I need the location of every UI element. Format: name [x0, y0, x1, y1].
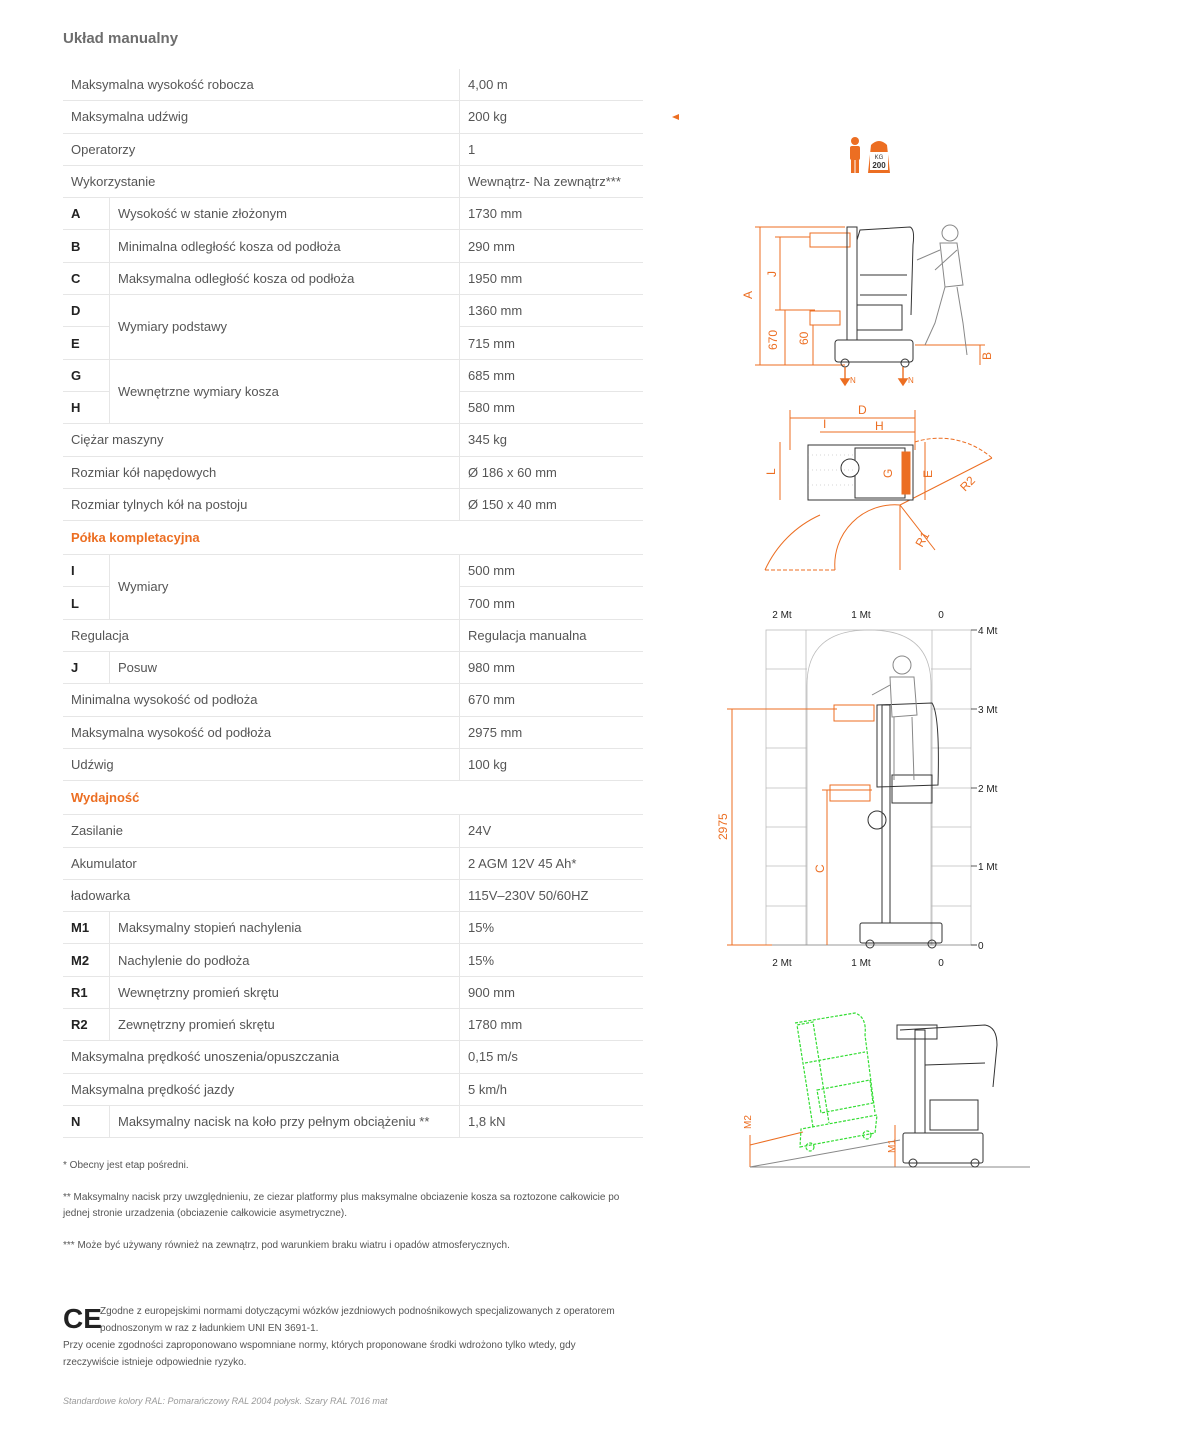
footnote-3: *** Może być używany również na zewnątrz, pod warunkiem braku wiatru i opadów atmosferycznych. — [63, 1240, 510, 1251]
table-row — [63, 847, 643, 879]
table-row — [63, 815, 643, 847]
grid-right-label: 0 — [978, 941, 984, 952]
row-name: Zasilanie — [63, 815, 460, 847]
grid-top-label: 2 Mt — [772, 610, 792, 621]
grid-top-label: 0 — [938, 610, 944, 621]
dim-h-label: H — [875, 419, 884, 433]
slope-drawing — [735, 1005, 1035, 1175]
table-row — [63, 133, 643, 165]
row-name: ładowarka — [63, 879, 460, 911]
row-code: H — [63, 391, 110, 423]
table-row — [63, 69, 643, 101]
section-title-shelf: Półka kompletacyjna — [63, 521, 643, 555]
table-row — [63, 359, 643, 391]
row-value: 345 kg — [460, 424, 644, 456]
dim-i-label: I — [823, 417, 827, 431]
row-value: 1950 mm — [460, 262, 644, 294]
dim-m2-label: M2 — [743, 1115, 754, 1129]
table-row — [63, 748, 643, 780]
row-value: Wewnątrz- Na zewnątrz*** — [460, 165, 644, 197]
row-value: 15% — [460, 912, 644, 944]
ce-mark-icon — [63, 1303, 102, 1334]
table-row — [63, 1009, 643, 1041]
row-name: Maksymalna wysokość od podłoża — [63, 716, 460, 748]
row-name: Wewnętrzny promień skrętu — [110, 976, 460, 1008]
row-value: 700 mm — [460, 587, 644, 619]
section-row — [63, 521, 643, 555]
row-code: C — [63, 262, 110, 294]
row-name: Wysokość w stanie złożonym — [110, 198, 460, 230]
dim-r1-label: R1 — [912, 529, 933, 550]
row-name: Operatorzy — [63, 133, 460, 165]
weight-200kg-icon — [868, 141, 890, 173]
row-name: Maksymalny nacisk na koło przy pełnym obciążeniu ** — [110, 1105, 460, 1137]
grid-right-label: 2 Mt — [978, 784, 998, 795]
row-name: Rozmiar tylnych kół na postoju — [63, 488, 460, 520]
row-value: Ø 150 x 40 mm — [460, 488, 644, 520]
row-value: Ø 186 x 60 mm — [460, 456, 644, 488]
row-name: Maksymalna prędkość jazdy — [63, 1073, 460, 1105]
dim-60-label: 60 — [797, 331, 811, 345]
table-row — [63, 456, 643, 488]
table-row — [63, 1105, 643, 1137]
row-code: L — [63, 587, 110, 619]
row-value: 1 — [460, 133, 644, 165]
row-code: R2 — [63, 1009, 110, 1041]
dim-d-label: D — [858, 403, 867, 417]
row-name: Posuw — [110, 652, 460, 684]
ce-compliance — [63, 1303, 633, 1371]
svg-text:200: 200 — [872, 161, 886, 170]
ce-mark-text: CE — [63, 1303, 102, 1334]
row-name: Udźwig — [63, 748, 460, 780]
top-view-drawing — [760, 400, 1005, 578]
row-value: 115V–230V 50/60HZ — [460, 879, 644, 911]
dim-m1-label: M1 — [887, 1139, 898, 1153]
ce-text-1: Zgodne z europejskimi normami dotyczącymi wózków jezdniowych podnośnikowych specjalizowanych z operatorem podnoszonym w raz z ładunkiem UNI EN 3691-1. — [100, 1306, 615, 1334]
dim-c-label: C — [813, 864, 827, 873]
row-value: 100 kg — [460, 748, 644, 780]
grid-top-label: 1 Mt — [851, 610, 871, 621]
grid-right-label: 1 Mt — [978, 862, 998, 873]
row-code: R1 — [63, 976, 110, 1008]
dim-b-label: B — [980, 351, 994, 360]
row-code: B — [63, 230, 110, 262]
page-title: Układ manualny — [63, 30, 179, 47]
row-value: 580 mm — [460, 391, 644, 423]
table-row — [63, 165, 643, 197]
table-row — [63, 684, 643, 716]
svg-text:KG: KG — [874, 155, 884, 161]
row-name: Wymiary — [110, 555, 460, 620]
row-name: Minimalna odległość kosza od podłoża — [110, 230, 460, 262]
upright-machine-outline — [897, 1025, 997, 1167]
row-code: E — [63, 327, 110, 359]
row-value: 670 mm — [460, 684, 644, 716]
row-value: 900 mm — [460, 976, 644, 1008]
table-row — [63, 1041, 643, 1073]
tilted-machine-outline — [795, 1013, 877, 1151]
footnote-2: ** Maksymalny nacisk przy uwzględnieniu, ze ciezar platformy plus maksymalne obciazenie kosza sa roztozone całkowicie po jednej stronie urzadzenia (obciazenie całkowicie asymetryczne). — [63, 1192, 620, 1219]
row-name: Regulacja — [63, 619, 460, 651]
grid-bottom-label: 0 — [938, 958, 944, 969]
row-code: G — [63, 359, 110, 391]
row-value: 290 mm — [460, 230, 644, 262]
row-value: 4,00 m — [460, 69, 644, 101]
table-row — [63, 652, 643, 684]
footnote-1: * Obecny jest etap pośredni. — [63, 1160, 189, 1171]
dim-a-label: A — [741, 290, 755, 299]
table-row — [63, 488, 643, 520]
row-value: 5 km/h — [460, 1073, 644, 1105]
row-name: Rozmiar kół napędowych — [63, 456, 460, 488]
row-value: 1730 mm — [460, 198, 644, 230]
row-code: N — [63, 1105, 110, 1137]
operator-load-icon — [844, 135, 896, 177]
dim-r2-label: R2 — [957, 473, 978, 495]
footnotes — [63, 1158, 648, 1270]
spec-table — [63, 69, 643, 1138]
row-name: Nachylenie do podłoża — [110, 944, 460, 976]
row-name: Maksymalna odległość kosza od podłoża — [110, 262, 460, 294]
table-row — [63, 198, 643, 230]
dim-j-label: J — [765, 271, 779, 277]
table-row — [63, 944, 643, 976]
height-grid-drawing — [712, 605, 1017, 970]
table-row — [63, 879, 643, 911]
row-value: 1780 mm — [460, 1009, 644, 1041]
row-name: Wewnętrzne wymiary kosza — [110, 359, 460, 424]
operator-figure — [917, 225, 967, 355]
table-row — [63, 976, 643, 1008]
row-code: M1 — [63, 912, 110, 944]
operator-icon — [850, 137, 860, 173]
row-value: 715 mm — [460, 327, 644, 359]
grid-bottom-label: 2 Mt — [772, 958, 792, 969]
row-code: M2 — [63, 944, 110, 976]
row-value: 685 mm — [460, 359, 644, 391]
force-n-label: N — [850, 376, 856, 385]
row-value: 0,15 m/s — [460, 1041, 644, 1073]
table-row — [63, 912, 643, 944]
row-name: Minimalna wysokość od podłoża — [63, 684, 460, 716]
marker-icon — [670, 112, 682, 122]
row-value: Regulacja manualna — [460, 619, 644, 651]
row-value: 1,8 kN — [460, 1105, 644, 1137]
ce-text-2: Przy ocenie zgodności zaproponowano wspomniane normy, których proponowane środki wdrożono tylko wtedy, gdy rzeczywiście istnieje odpowiednie ryzyko. — [63, 1340, 576, 1368]
force-n-label: N — [908, 376, 914, 385]
table-row — [63, 716, 643, 748]
row-code: A — [63, 198, 110, 230]
table-row — [63, 1073, 643, 1105]
table-row — [63, 295, 643, 327]
section-title-performance: Wydajność — [63, 781, 643, 815]
table-row — [63, 555, 643, 587]
row-value: 2 AGM 12V 45 Ah* — [460, 847, 644, 879]
dim-g-label: G — [881, 468, 895, 478]
table-row — [63, 230, 643, 262]
row-value: 980 mm — [460, 652, 644, 684]
table-row — [63, 424, 643, 456]
row-name: Maksymalna wysokość robocza — [63, 69, 460, 101]
row-value: 1360 mm — [460, 295, 644, 327]
dim-e-label: E — [921, 469, 935, 478]
row-code: J — [63, 652, 110, 684]
row-value: 2975 mm — [460, 716, 644, 748]
row-name: Zewnętrzny promień skrętu — [110, 1009, 460, 1041]
row-name: Akumulator — [63, 847, 460, 879]
row-name: Wymiary podstawy — [110, 295, 460, 360]
row-value: 24V — [460, 815, 644, 847]
row-code: I — [63, 555, 110, 587]
row-value: 15% — [460, 944, 644, 976]
table-row — [63, 101, 643, 133]
row-code: D — [63, 295, 110, 327]
row-name: Maksymalny stopień nachylenia — [110, 912, 460, 944]
dim-l-label: L — [764, 468, 778, 475]
grid-right-label: 3 Mt — [978, 705, 998, 716]
row-value: 500 mm — [460, 555, 644, 587]
dim-2975-label: 2975 — [716, 813, 730, 840]
row-value: 200 kg — [460, 101, 644, 133]
ral-colors-note: Standardowe kolory RAL: Pomarańczowy RAL 2004 połysk. Szary RAL 7016 mat — [63, 1396, 388, 1406]
dim-670-label: 670 — [766, 329, 780, 350]
row-name: Maksymalna udźwig — [63, 101, 460, 133]
row-name: Maksymalna prędkość unoszenia/opuszczania — [63, 1041, 460, 1073]
grid-bottom-label: 1 Mt — [851, 958, 871, 969]
table-row — [63, 262, 643, 294]
row-name: Ciężar maszyny — [63, 424, 460, 456]
table-row — [63, 619, 643, 651]
row-name: Wykorzystanie — [63, 165, 460, 197]
grid-right-label: 4 Mt — [978, 626, 998, 637]
section-row — [63, 781, 643, 815]
side-view-drawing — [735, 215, 995, 390]
